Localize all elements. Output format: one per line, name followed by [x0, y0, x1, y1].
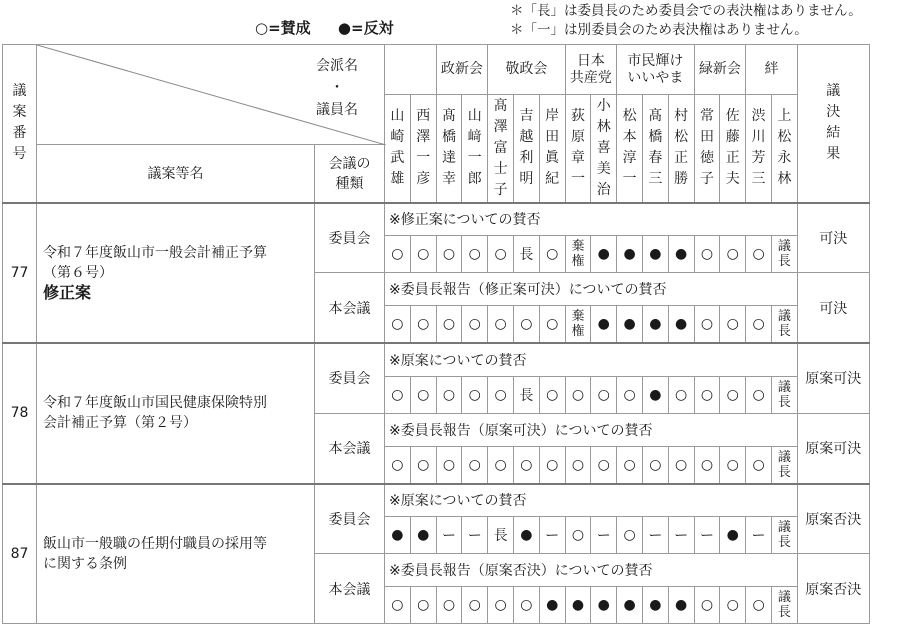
member-2 — [436, 95, 462, 203]
vote-result: 原案否決 — [797, 554, 869, 624]
member-5 — [513, 95, 539, 203]
vote-cell: 議 長 — [771, 517, 797, 554]
vote-cell: 長 — [513, 236, 539, 273]
vote-cell: ○ — [668, 446, 694, 484]
header-bill-no — [3, 45, 37, 203]
member-name: 常 田 徳 子 — [699, 108, 714, 188]
vote-note: ※修正案についての賛否 — [385, 203, 798, 236]
vote-cell: 長 — [513, 376, 539, 413]
group-4: 市民輝け いいやま — [617, 45, 694, 95]
vote-cell: ● — [591, 306, 617, 344]
member-name: 荻 原 章 一 — [570, 108, 585, 188]
vote-cell: ○ — [668, 376, 694, 413]
vote-cell: ● — [668, 587, 694, 624]
vote-cell: ○ — [694, 376, 720, 413]
meeting-type: 委員会 — [315, 484, 385, 554]
member-name: 髙 橋 春 三 — [648, 108, 663, 188]
vote-result: 原案否決 — [797, 484, 869, 554]
vote-cell: ○ — [410, 587, 436, 624]
vote-cell: ○ — [591, 446, 617, 484]
member-3 — [462, 95, 488, 203]
vote-cell: ○ — [720, 376, 746, 413]
vote-cell: ー — [462, 517, 488, 554]
member-0 — [385, 95, 411, 203]
member-9 — [617, 95, 643, 203]
header-meeting-type: 会議の 種類 — [315, 145, 385, 203]
vote-cell: 棄 権 — [565, 236, 591, 273]
vote-cell: ● — [591, 587, 617, 624]
vote-cell: ● — [642, 306, 668, 344]
vote-cell: ○ — [462, 446, 488, 484]
member-14 — [746, 95, 772, 203]
vote-cell: 棄 権 — [565, 306, 591, 344]
header-result — [797, 45, 869, 203]
vote-cell: ○ — [746, 446, 772, 484]
vote-cell: ○ — [720, 446, 746, 484]
vote-cell: ○ — [720, 236, 746, 273]
vote-note: ※委員長報告（原案否決）についての賛否 — [385, 554, 798, 587]
vote-cell: ○ — [410, 306, 436, 344]
vote-cell: ● — [565, 587, 591, 624]
vote-cell: ● — [617, 306, 643, 344]
vote-cell: ○ — [746, 587, 772, 624]
member-name: 西 澤 一 彦 — [416, 108, 431, 188]
group-2: 敬政会 — [488, 45, 565, 95]
bill-title-bold: 修正案 — [43, 282, 92, 302]
vote-cell: ● — [642, 587, 668, 624]
member-4 — [488, 95, 514, 203]
vote-cell: ○ — [488, 446, 514, 484]
member-8 — [591, 95, 617, 203]
vote-cell: ○ — [565, 376, 591, 413]
member-name: 山 﨑 一 郎 — [467, 108, 482, 188]
group-5: 緑新会 — [694, 45, 746, 95]
vote-cell: ○ — [513, 446, 539, 484]
vote-cell: ○ — [746, 376, 772, 413]
vote-cell: ○ — [565, 446, 591, 484]
vote-cell: ● — [410, 517, 436, 554]
vote-cell: ● — [539, 587, 565, 624]
member-name: 佐 藤 正 夫 — [725, 108, 740, 188]
note-other-committee: ＊「一」は別委員会のため表決権はありません。 — [510, 22, 808, 38]
vote-note: ※原案についての賛否 — [385, 484, 798, 517]
member-6 — [539, 95, 565, 203]
header-bill-no-label: 議 案 番 号 — [12, 83, 27, 163]
vote-cell: ● — [385, 517, 411, 554]
legend-yes: ○=賛成 — [255, 19, 311, 37]
vote-cell: ○ — [436, 376, 462, 413]
bill-title-line: に関する条例 — [43, 555, 127, 572]
vote-cell: ○ — [385, 376, 411, 413]
vote-note: ※委員長報告（原案可決）についての賛否 — [385, 413, 798, 446]
vote-cell: ○ — [488, 587, 514, 624]
vote-cell: ○ — [385, 587, 411, 624]
bill-no: 87 — [3, 484, 37, 624]
bill-title-line: 令和７年度飯山市一般会計補正予算 — [43, 244, 267, 261]
vote-cell: ● — [642, 236, 668, 273]
meeting-type: 本会議 — [315, 413, 385, 484]
voting-table — [2, 44, 870, 624]
vote-cell: ○ — [513, 306, 539, 344]
note-row — [3, 484, 870, 517]
vote-cell: ○ — [642, 446, 668, 484]
vote-cell: ● — [642, 376, 668, 413]
vote-cell: 議 長 — [771, 376, 797, 413]
vote-cell: ○ — [488, 306, 514, 344]
vote-cell: ● — [617, 236, 643, 273]
header-diagonal — [37, 45, 385, 145]
vote-cell: 議 長 — [771, 306, 797, 344]
vote-cell: ○ — [746, 236, 772, 273]
note-row — [3, 203, 870, 236]
vote-cell: ○ — [694, 306, 720, 344]
vote-cell: ○ — [410, 376, 436, 413]
vote-note: ※委員長報告（修正案可決）についての賛否 — [385, 273, 798, 306]
member-name: 渋 川 芳 三 — [751, 108, 766, 188]
vote-cell: ○ — [591, 376, 617, 413]
vote-cell: ○ — [720, 587, 746, 624]
vote-cell: ○ — [410, 236, 436, 273]
vote-cell: ○ — [462, 376, 488, 413]
member-1 — [410, 95, 436, 203]
member-name: 村 松 正 勝 — [674, 108, 689, 188]
vote-cell: ○ — [462, 236, 488, 273]
note-row — [3, 343, 870, 376]
meeting-type: 本会議 — [315, 273, 385, 344]
member-11 — [668, 95, 694, 203]
vote-cell: ー — [746, 517, 772, 554]
member-10 — [642, 95, 668, 203]
vote-cell: 議 長 — [771, 236, 797, 273]
member-name: 上 松 永 林 — [777, 108, 792, 188]
bill-title-line: 飯山市一般職の任期付職員の採用等 — [43, 535, 267, 552]
vote-cell: ○ — [694, 236, 720, 273]
vote-cell: ○ — [462, 306, 488, 344]
vote-note: ※原案についての賛否 — [385, 343, 798, 376]
member-15 — [771, 95, 797, 203]
vote-cell: ー — [694, 517, 720, 554]
bill-title — [37, 343, 315, 484]
vote-cell: ○ — [513, 587, 539, 624]
vote-cell: ー — [668, 517, 694, 554]
member-name: 岸 田 眞 紀 — [545, 108, 560, 188]
member-13 — [720, 95, 746, 203]
member-name: 松 本 淳 一 — [622, 108, 637, 188]
vote-cell: ● — [617, 587, 643, 624]
member-name: 髙 澤 富 士 子 — [493, 97, 508, 198]
vote-cell: 議 長 — [771, 446, 797, 484]
vote-cell: ○ — [539, 446, 565, 484]
meeting-type: 本会議 — [315, 554, 385, 624]
vote-cell: ー — [642, 517, 668, 554]
vote-cell: ○ — [410, 446, 436, 484]
vote-cell: ● — [591, 236, 617, 273]
vote-cell: ー — [436, 517, 462, 554]
vote-cell: ○ — [436, 446, 462, 484]
note-chairman: ＊「長」は委員長のため委員会での表決権はありません。 — [510, 3, 862, 19]
vote-cell: ○ — [539, 376, 565, 413]
header-result-label: 議 決 結 果 — [826, 83, 841, 163]
vote-cell: ● — [720, 517, 746, 554]
bill-no: 78 — [3, 343, 37, 484]
vote-cell: ○ — [694, 446, 720, 484]
meeting-type: 委員会 — [315, 203, 385, 273]
member-name: 小 林 喜 美 治 — [596, 97, 611, 198]
header-party-member-line: 会派名 — [316, 58, 358, 74]
bill-title-line: 令和７年度飯山市国民健康保険特別 — [43, 395, 267, 412]
vote-cell: ○ — [488, 236, 514, 273]
vote-legend — [255, 17, 416, 38]
notes — [510, 2, 862, 40]
bill-title — [37, 484, 315, 624]
vote-cell: ○ — [436, 306, 462, 344]
vote-result: 可決 — [797, 203, 869, 273]
vote-cell: 長 — [488, 517, 514, 554]
bill-title-line: 会計補正予算（第２号） — [43, 415, 197, 432]
vote-cell: ○ — [617, 446, 643, 484]
member-12 — [694, 95, 720, 203]
vote-cell: ー — [591, 517, 617, 554]
group-0 — [385, 45, 437, 95]
meeting-type: 委員会 — [315, 343, 385, 413]
member-7 — [565, 95, 591, 203]
group-3: 日本 共産党 — [565, 45, 617, 95]
member-name: 吉 越 利 明 — [519, 108, 534, 188]
header-party-member-line: 議員名 — [316, 102, 358, 118]
vote-cell: ● — [668, 236, 694, 273]
vote-cell: ○ — [720, 306, 746, 344]
bill-no: 77 — [3, 203, 37, 344]
member-name: 山 崎 武 雄 — [390, 108, 405, 188]
vote-cell: ○ — [385, 236, 411, 273]
vote-result: 可決 — [797, 273, 869, 344]
vote-cell: ○ — [436, 587, 462, 624]
header-party-member-line: ・ — [330, 80, 344, 96]
vote-cell: ○ — [436, 236, 462, 273]
vote-cell: ○ — [539, 306, 565, 344]
bill-title-line: （第６号） — [43, 264, 113, 281]
legend-no: ●=反対 — [337, 19, 394, 37]
vote-cell: 議 長 — [771, 587, 797, 624]
group-6: 絆 — [746, 45, 798, 95]
vote-cell: ● — [668, 306, 694, 344]
vote-cell: ○ — [488, 376, 514, 413]
vote-cell: ○ — [462, 587, 488, 624]
bill-title — [37, 203, 315, 344]
header-bill-title: 議案等名 — [37, 145, 315, 203]
vote-cell: ○ — [385, 306, 411, 344]
vote-cell: ○ — [565, 517, 591, 554]
vote-cell: ● — [513, 517, 539, 554]
vote-result: 原案可決 — [797, 413, 869, 484]
vote-cell: ○ — [617, 376, 643, 413]
vote-cell: ○ — [385, 446, 411, 484]
group-1: 政新会 — [436, 45, 488, 95]
vote-cell: ○ — [746, 306, 772, 344]
vote-result: 原案可決 — [797, 343, 869, 413]
header-party-member — [316, 55, 358, 121]
vote-cell: ○ — [617, 517, 643, 554]
vote-cell: ○ — [539, 236, 565, 273]
member-name: 髙 橋 達 幸 — [441, 108, 456, 188]
vote-cell: ー — [539, 517, 565, 554]
vote-cell: ○ — [694, 587, 720, 624]
header-row-groups — [3, 45, 870, 95]
